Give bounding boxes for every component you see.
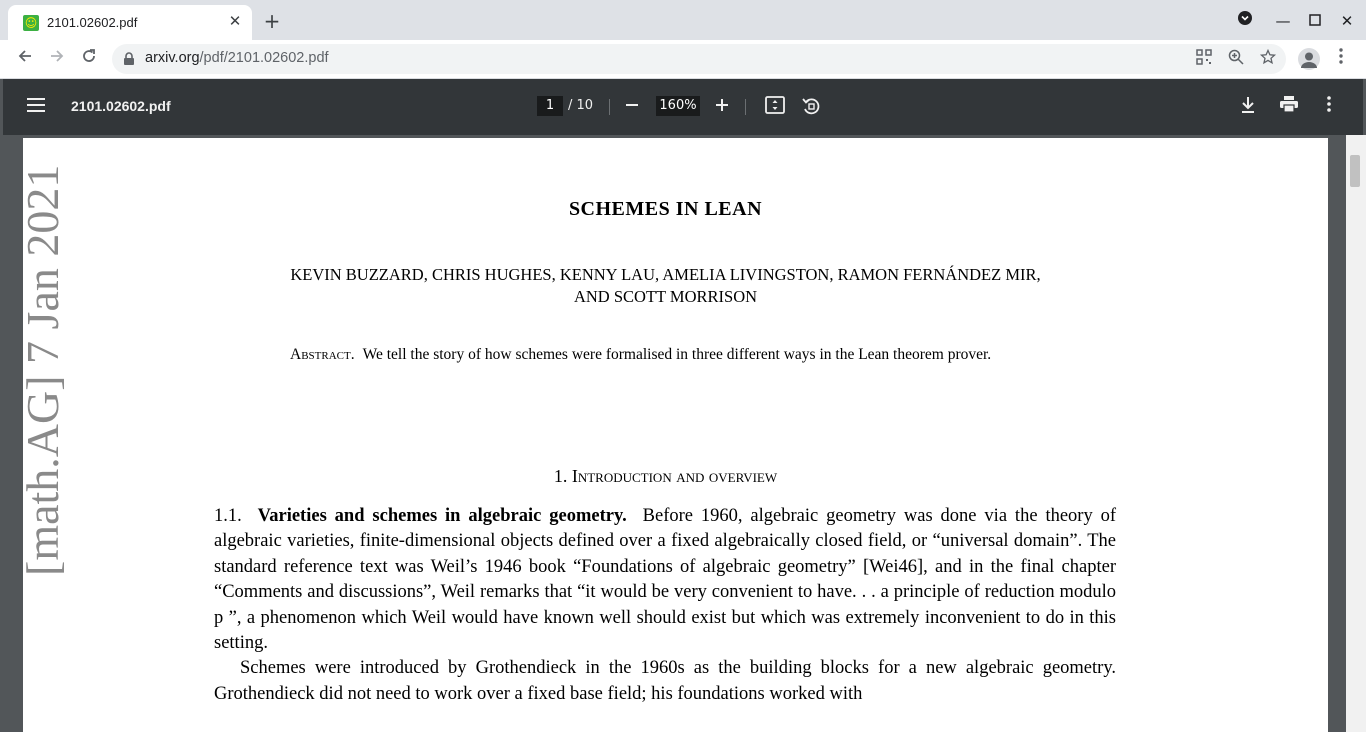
zoom-out-button[interactable] [621, 96, 643, 118]
fit-to-page-icon [765, 96, 785, 114]
pdf-file-title: 2101.02602.pdf [71, 98, 171, 114]
smiley-icon: ☺ [24, 16, 38, 30]
url-host: arxiv.org [145, 50, 200, 66]
minimize-button[interactable]: — [1275, 12, 1291, 30]
section-number: 1. [553, 466, 568, 486]
page-total: / 10 [568, 98, 594, 113]
close-tab-button[interactable]: ✕ [228, 12, 242, 30]
reload-icon [81, 48, 97, 64]
toolbar-divider [609, 99, 610, 115]
close-window-button[interactable]: ✕ [1340, 12, 1354, 30]
arrow-right-icon [49, 48, 65, 64]
reload-button[interactable] [77, 47, 101, 71]
download-icon [1240, 96, 1256, 114]
arxiv-stamp: [math.AG] 7 Jan 2021 [17, 164, 68, 576]
star-icon [1260, 49, 1276, 65]
maximize-icon [1309, 14, 1321, 26]
qr-code-icon [1196, 49, 1212, 65]
paper-title: SCHEMES IN LEAN [568, 198, 763, 220]
chrome-menu-button[interactable] [1331, 47, 1351, 71]
authors-line: AND SCOTT MORRISON [573, 287, 758, 306]
paragraph: Schemes were introduced by Grothendieck in the 1960s as the building blocks for a new algebraic geometry. Grothendieck did not need to work over a fixed base field; his foundations worked with [214, 658, 1116, 704]
page-number-input[interactable]: 1 [537, 96, 563, 116]
address-bar[interactable] [112, 44, 1286, 74]
bookmark-button[interactable] [1258, 49, 1278, 69]
vertical-scrollbar[interactable] [1346, 135, 1366, 732]
more-actions-button[interactable] [1318, 96, 1340, 118]
subsection-title: Varieties and schemes in algebraic geometry. [257, 506, 627, 526]
body-text [214, 504, 1116, 707]
download-button[interactable] [1237, 96, 1259, 118]
more-vert-icon [1339, 48, 1343, 64]
print-button[interactable] [1278, 96, 1300, 118]
new-tab-button[interactable]: + [263, 9, 281, 33]
profile-avatar[interactable] [1298, 48, 1320, 70]
browser-tab[interactable] [8, 5, 252, 40]
zoom-in-icon [1228, 49, 1244, 65]
paragraph [214, 504, 1116, 656]
more-vert-icon [1327, 96, 1331, 112]
rotate-button[interactable] [800, 96, 822, 118]
zoom-button[interactable] [1226, 49, 1246, 69]
print-icon [1280, 96, 1298, 112]
minus-icon [625, 98, 639, 112]
person-icon [1298, 48, 1320, 70]
plus-icon [715, 98, 729, 112]
scrollbar-thumb[interactable] [1350, 155, 1360, 187]
arrow-left-icon [17, 48, 33, 64]
abstract-label: Abstract. [290, 346, 355, 363]
authors-line: KEVIN BUZZARD, CHRIS HUGHES, KENNY LAU, AMELIA LIVINGSTON, RAMON FERNÁNDEZ MIR, [290, 265, 1041, 284]
url-text [145, 50, 329, 66]
fit-page-button[interactable] [764, 96, 786, 118]
maximize-button[interactable] [1304, 10, 1326, 32]
paragraph-text: Before 1960, algebraic geometry was done via the theory of algebraic varieties, finite-dimensional objects defined over a fixed algebraically closed field, or “universal domain”. The standard reference text was Weil’s 1946 book “Foundations of algebraic geometry” [Wei46], and in the final chapter “Comments and discussions”, Weil remarks that “it would be very convenient to have. . . a principle of reduction modulo p ”, a phenomenon which Weil would have known well should exist but which was extremely inconvenient to do in this setting. [214, 506, 1117, 654]
tab-title: 2101.02602.pdf [47, 15, 138, 30]
qr-code-button[interactable] [1194, 49, 1214, 69]
browser-toolbar [0, 40, 1366, 79]
pdf-toolbar [3, 79, 1363, 135]
lock-icon [123, 52, 135, 66]
zoom-level-input[interactable]: 160% [656, 96, 700, 116]
forward-button[interactable] [45, 47, 69, 71]
zoom-in-button[interactable] [711, 96, 733, 118]
paper-authors [23, 264, 1308, 308]
subsection-number: 1.1. [214, 506, 242, 526]
rotate-left-icon [801, 96, 821, 116]
chevron-down-icon [1237, 10, 1253, 26]
section-heading [23, 466, 1308, 487]
tab-strip [0, 0, 1366, 40]
url-path: /pdf/2101.02602.pdf [199, 50, 329, 66]
sidebar-menu-button[interactable] [27, 97, 47, 117]
tab-search-button[interactable] [1234, 10, 1256, 32]
hamburger-icon [27, 98, 45, 112]
pdf-page [17, 138, 1328, 732]
abstract [290, 344, 1050, 365]
back-button[interactable] [13, 47, 37, 71]
toolbar-divider [745, 99, 746, 115]
section-title: Introduction and overview [571, 466, 778, 486]
abstract-text: We tell the story of how schemes were formalised in three different ways in the Lean theorem prover. [362, 346, 992, 363]
